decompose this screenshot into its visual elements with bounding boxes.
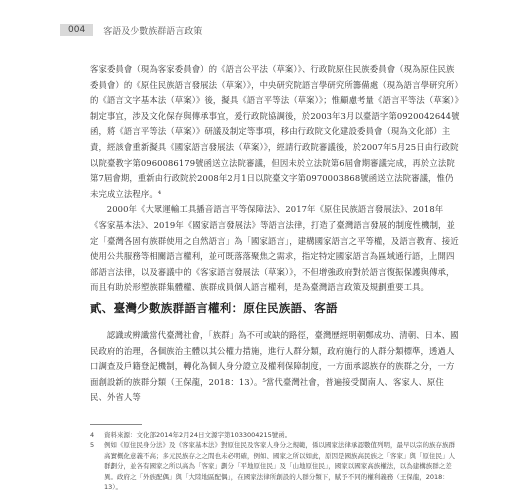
paragraph: 2000年《大眾運輸工具播音語言平等保障法》、2017年《原住民族語言發展法》、2018年《客家基本法》、2019年《國家語言發展法》等語言法律，打造了臺灣語言發展的制度性機制，並定「臺灣各固有族群使用之自然語言」為「國家語言」，建構國家語言之平等權，及語言教育、接近使用公共服務等相關語言權利，並可既落落聚焦之需求，指定特定國家語言為區域通行語，上開四部語言法律，以及審議中的《客家語言發展法（草案）》，不但增強政府對於語言復振保護與傳承，而且有助於形塑族群集體權、族群成員個人語言權利，是為臺灣語言政策及規劃重要工具。 <box>90 204 459 293</box>
footnote-number: 5 <box>90 441 95 450</box>
running-title: 客語及少數族群語言政策 <box>103 26 203 37</box>
footnote-text: 例如《原住民身分法》及《客家基本法》對原住民及客家人身分之規範，係以國家法律承認數值列明，最早以宗的族存族群高實概化意義不高；多元民族存之之間也未必明確，例如、國家之所以如此，原因是國族高民族之「客家」與「原住民」人群劃分，並各有國家之所以高為「客家」劃分「平地原住民」及「山地原住民」，國家以國家高族權法，以為建構族群之差異。政府之「外族配偶」與「大陸地區配偶」，在國家法律所創設的人群分類下，賦予不同的權利義務（王保龍，2018：13）。 <box>104 441 455 492</box>
footnote-divider <box>90 424 142 425</box>
page-header <box>60 22 202 38</box>
footnote <box>90 440 460 492</box>
footnote-number: 4 <box>90 431 95 439</box>
footnotes <box>90 430 460 492</box>
footnote <box>90 430 460 440</box>
section-heading: 貳、臺灣少數族群語言權利：原住民族語、客語 <box>90 301 338 315</box>
footnote-text: 資料來源：文化部2014年2月24日文源字第1033004215號函。 <box>104 431 292 439</box>
body-text-block-1 <box>90 62 460 296</box>
page-number: 004 <box>60 24 93 36</box>
body-text-block-2 <box>90 328 460 406</box>
paragraph: 認識或辨識當代臺灣社會，「族群」為不可或缺的路徑，臺灣歷經明朝鄭成功、清朝、日本、國民政府的治理，各個族治主體以其公權力措施，進行人群分類，政府施行的人群分類標準，透過人口調查及戶籍登記機制，轉化為個人身分證立及權利保障制度，一方面承認族存的族群之分，一方面創設新的族群分類（王保龍，2018：13）。⁵當代臺灣社會，普遍接受閩南人、客家人、原住民、外省人等 <box>90 330 459 403</box>
paragraph: 客家委員會（現為客家委員會）的《語言公平法（草案）》、行政院原住民族委員會（現為原住民族委員會）的《原住民族語言發展法（草案）》，中央研究院語言學研究所籌備處（現為語言學研究所）的《語言文字基本法（草案）》後，擬具《語言平等法（草案）》；惟顧慮考量《語言平等法（草案）》制定事宜，涉及文化保存與傳承事宜，爰行政院協調後，於2003年3月以臺語字第0920042644號函，將《語言平等法（草案）》研議及制定等事項，移由行政院文化建設委員會（現為文化部）主責，經該會重新擬具《國家語言發展法（草案）》，經請行政院審議後，於2007年5月25日由行政院以院臺教字第0960086179號函送立法院審議，但因未於立法院第6屆會期審議完成，再於立法院第7屆會期，重新由行政院於2008年2月1日以院臺文字第0970003868號函送立法院審議，惟仍未完成立法程序。⁴ <box>90 64 460 199</box>
